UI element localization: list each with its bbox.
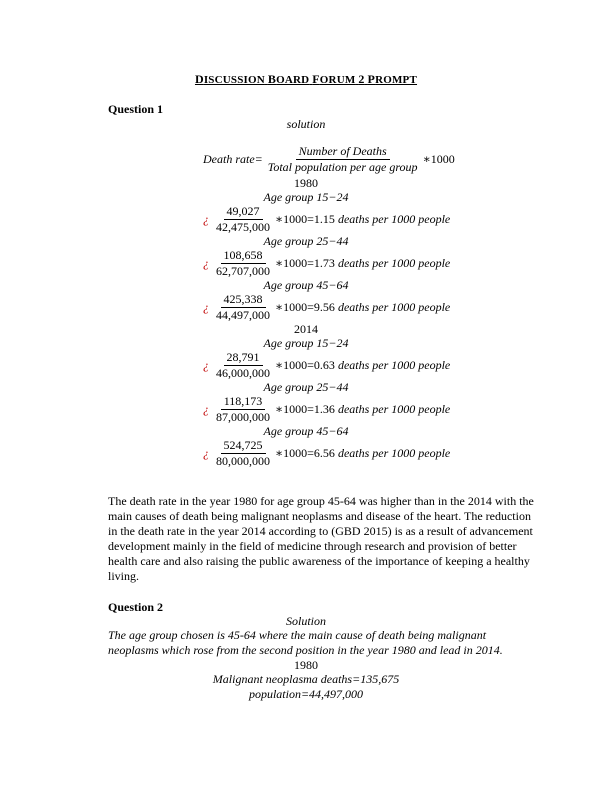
deaths-value: 425,338: [221, 293, 266, 308]
rate-calculation: [203, 439, 450, 468]
formula-fraction: [265, 145, 421, 174]
formula-denominator: Total population per age group: [267, 160, 418, 174]
q1-discussion-paragraph: The death rate in the year 1980 for age group 45-64 was higher than in the 2014 with the main causes of death being malignant neoplasms and disease of the heart. The reduction in the death rate in the year 2014 according to (GBD 2015) is as a result of advancement development mainly in the field of medicine through research and provision of better health care and also raising the public awareness of the importance of keeping a healthy living.: [108, 494, 534, 583]
rate-unit: deaths per 1000 people: [337, 300, 451, 314]
rate-unit: deaths per 1000 people: [337, 212, 451, 226]
mark-symbol: ¿: [203, 256, 209, 270]
rate-fraction: [213, 293, 273, 322]
rate-result: ∗1000=1.36: [275, 402, 335, 416]
population-value: 62,707,000: [216, 264, 270, 278]
age-group-label: Age group 45−64: [263, 278, 349, 292]
deaths-value: 118,173: [221, 395, 266, 410]
question-1-heading: Question 1: [108, 102, 164, 116]
rate-unit: deaths per 1000 people: [337, 358, 451, 372]
population-value: 80,000,000: [216, 454, 270, 468]
formula-numerator: Number of Deaths: [296, 145, 390, 160]
age-group-label: Age group 15−24: [263, 190, 349, 204]
mark-symbol: ¿: [203, 212, 209, 226]
death-rate-formula: [203, 145, 455, 174]
deaths-value: 524,725: [221, 439, 266, 454]
rate-calculation: [203, 351, 450, 380]
rate-calculation: [203, 395, 450, 424]
rate-unit: deaths per 1000 people: [337, 256, 451, 270]
q2-year-label: 1980: [294, 658, 318, 672]
rate-calculation: [203, 249, 450, 278]
formula-multiplier: ∗1000: [422, 152, 455, 166]
age-group-label: Age group 45−64: [263, 424, 349, 438]
population-value: 87,000,000: [216, 410, 270, 424]
rate-fraction: [213, 205, 273, 234]
q2-solution-label: Solution: [285, 614, 326, 628]
page-title: DISCUSSION BOARD FORUM 2 PROMPT: [194, 72, 418, 86]
year-2014-label: 2014: [294, 322, 318, 336]
q2-intro-text: The age group chosen is 45-64 where the main cause of death being malignant neoplasms which rose from the second position in the year 1980 and lead in 2014.: [108, 628, 503, 657]
deaths-value: 28,791: [224, 351, 263, 366]
population-value: 42,475,000: [216, 220, 270, 234]
rate-fraction: [213, 439, 273, 468]
rate-fraction: [213, 249, 273, 278]
mark-symbol: ¿: [203, 446, 209, 460]
rate-fraction: [213, 395, 273, 424]
formula-lhs: Death rate=: [203, 152, 263, 166]
population-value: 46,000,000: [216, 366, 270, 380]
q2-population-line: population=44,497,000: [248, 687, 364, 701]
deaths-value: 49,027: [224, 205, 263, 220]
rate-fraction: [213, 351, 273, 380]
age-group-label: Age group 15−24: [263, 336, 349, 350]
question-2-heading: Question 2: [108, 600, 164, 614]
deaths-value: 108,658: [221, 249, 266, 264]
mark-symbol: ¿: [203, 402, 209, 416]
population-value: 44,497,000: [216, 308, 270, 322]
rate-result: ∗1000=1.15: [275, 212, 335, 226]
q2-deaths-line: Malignant neoplasma deaths=135,675: [212, 672, 400, 686]
rate-result: ∗1000=9.56: [275, 300, 335, 314]
rate-unit: deaths per 1000 people: [337, 446, 451, 460]
mark-symbol: ¿: [203, 300, 209, 314]
age-group-label: Age group 25−44: [263, 234, 349, 248]
mark-symbol: ¿: [203, 358, 209, 372]
rate-result: ∗1000=0.63: [275, 358, 335, 372]
rate-result: ∗1000=1.73: [275, 256, 335, 270]
year-1980-label: 1980: [294, 176, 318, 190]
rate-calculation: [203, 293, 450, 322]
rate-result: ∗1000=6.56: [275, 446, 335, 460]
age-group-label: Age group 25−44: [263, 380, 349, 394]
rate-unit: deaths per 1000 people: [337, 402, 451, 416]
q1-solution-label: solution: [286, 117, 326, 131]
rate-calculation: [203, 205, 450, 234]
